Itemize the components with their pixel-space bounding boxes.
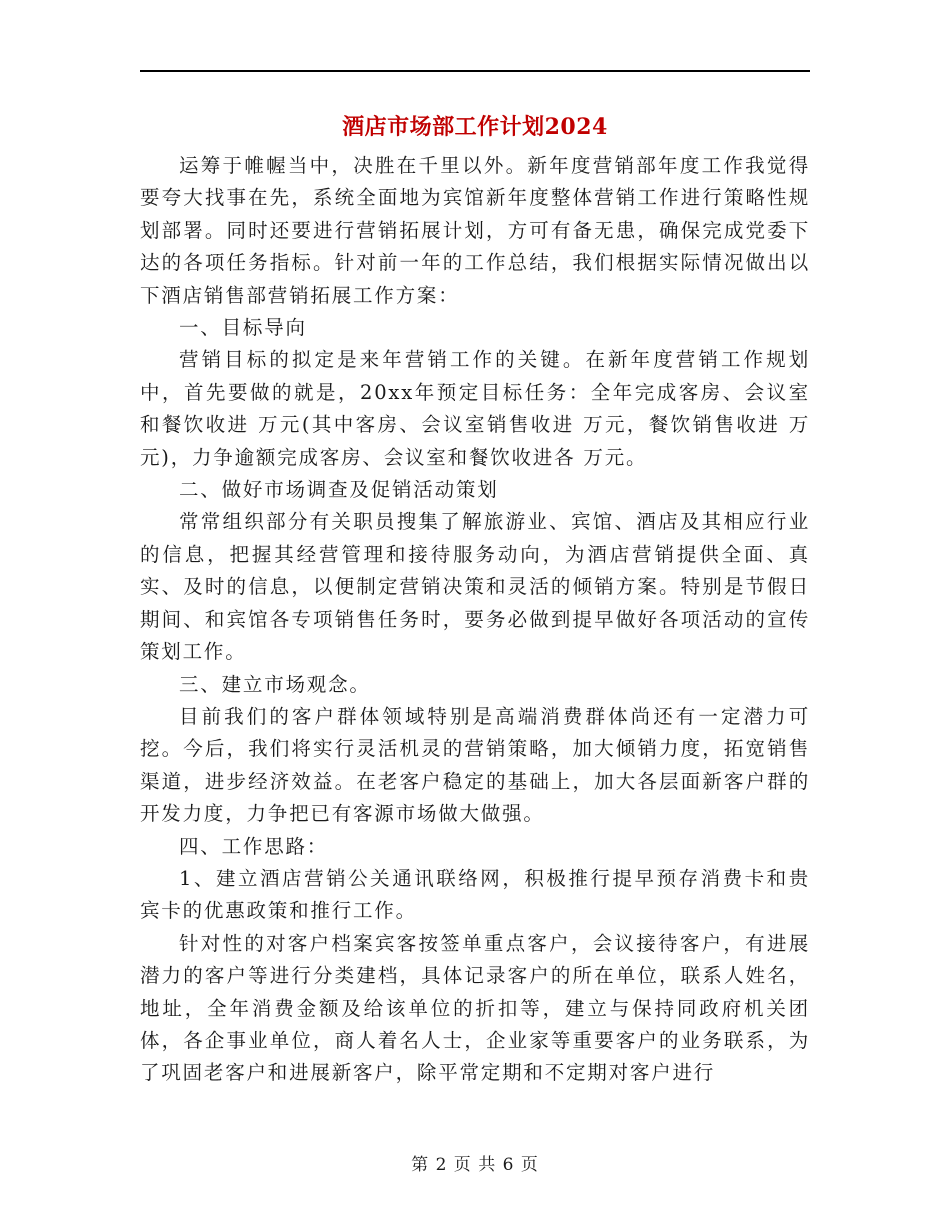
paragraph-market-research: 常常组织部分有关职员搜集了解旅游业、宾馆、酒店及其相应行业的信息，把握其经营管理和接待服务动向，为酒店营销提供全面、真实、及时的信息，以便制定营销决策和灵活的倾销方案。特别是节假日期间、和宾馆各专项销售任务时，要务必做到提早做好各项活动的宣传策划工作。 [140, 510, 810, 664]
section-heading-market-concept: 三、建立市场观念。 [179, 672, 371, 696]
paragraph-market-concept: 目前我们的客户群体领域特别是高端消费群体尚还有一定潜力可挖。今后，我们将实行灵活机灵的营销策略，加大倾销力度，拓宽销售渠道，进步经济效益。在老客户稳定的基础上，加大各层面新客户群的开发力度，力争把已有客源市场做大做强。 [140, 704, 810, 826]
paragraph-goal: 营销目标的拟定是来年营销工作的关键。在新年度营销工作规划中，首先要做的就是，20xx年预定目标任务：全年完成客房、会议室和餐饮收进 万元(其中客房、会议室销售收进 万元，餐饮销售收进 万元)，力争逾额完成客房、会议室和餐饮收进各 万元。 [140, 348, 810, 469]
document-title: 酒店市场部工作计划2024 [342, 114, 608, 140]
paragraph-client-archive: 针对性的对客户档案宾客按签单重点客户，会议接待客户，有进展潜力的客户等进行分类建档，具体记录客户的所在单位，联系人姓名，地址，全年消费金额及给该单位的折扣等，建立与保持同政府机关团体，各企事业单位，商人着名人士，企业家等重要客户的业务联系，为了巩固老客户和进展新客户，除平常定期和不定期对客户进行 [140, 931, 810, 1085]
paragraph-work-idea-1: 1、建立酒店营销公关通讯联络网，积极推行提早预存消费卡和贵宾卡的优惠政策和推行工作。 [140, 866, 810, 923]
document-body [140, 150, 810, 1090]
section-heading-market-research: 二、做好市场调查及促销活动策划 [179, 478, 499, 502]
header-rule [140, 70, 810, 72]
page-footer: 第 2 页 共 6 页 [411, 1155, 539, 1175]
section-heading-goal: 一、目标导向 [179, 316, 307, 340]
paragraph-intro: 运筹于帷幄当中，决胜在千里以外。新年度营销部年度工作我觉得要夸大找事在先，系统全面地为宾馆新年度整体营销工作进行策略性规划部署。同时还要进行营销拓展计划，方可有备无患，确保完成党委下达的各项任务指标。针对前一年的工作总结，我们根据实际情况做出以下酒店销售部营销拓展工作方案： [140, 154, 810, 307]
section-heading-work-ideas: 四、工作思路： [179, 834, 329, 858]
